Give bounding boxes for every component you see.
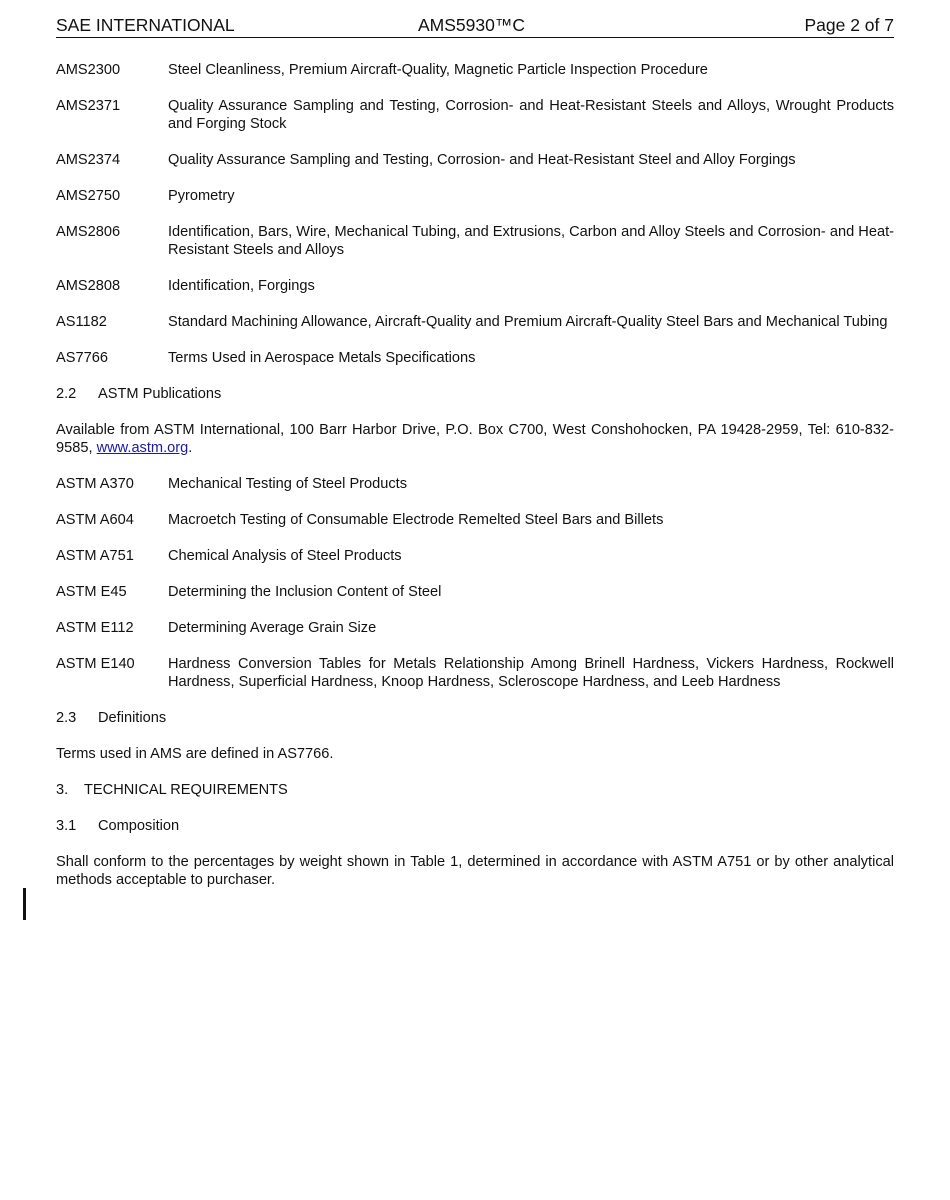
reference-item (56, 475, 894, 493)
section-number: 3. (56, 782, 69, 798)
reference-title: Quality Assurance Sampling and Testing, Corrosion- and Heat-Resistant Steel and Alloy Forgings (168, 152, 796, 168)
reference-code: ASTM E112 (56, 620, 134, 636)
reference-title: Hardness Conversion Tables for Metals Relationship Among Brinell Hardness, Vickers Hardness, Rockwell Hardness, Superficial Hardness, Knoop Hardness, Scleroscope Hardness, and Leeb Hardness (168, 656, 894, 690)
reference-item (56, 655, 894, 691)
composition-paragraph: Shall conform to the percentages by weight shown in Table 1, determined in accordance with ASTM A751 or by other analytical methods acceptable to purchaser. (56, 854, 894, 888)
reference-item (56, 547, 894, 565)
reference-title: Identification, Bars, Wire, Mechanical Tubing, and Extrusions, Carbon and Alloy Steels and Corrosion- and Heat-Resistant Steels and Alloys (168, 224, 894, 258)
section-heading-2-3 (56, 709, 894, 727)
reference-code: ASTM E45 (56, 584, 127, 600)
reference-code: AMS2371 (56, 98, 121, 114)
reference-title: Mechanical Testing of Steel Products (168, 476, 408, 492)
astm-website-link[interactable]: www.astm.org (96, 440, 189, 456)
reference-title: Chemical Analysis of Steel Products (168, 548, 402, 564)
reference-item (56, 97, 894, 133)
reference-code: ASTM A370 (56, 476, 134, 492)
section-number: 2.3 (56, 710, 77, 726)
reference-title: Quality Assurance Sampling and Testing, Corrosion- and Heat-Resistant Steels and Alloys, Wrought Products and Forging Stock (168, 98, 894, 132)
reference-item (56, 349, 894, 367)
reference-code: AMS2806 (56, 224, 121, 240)
reference-code: AMS2750 (56, 188, 121, 204)
section-title: Definitions (98, 710, 167, 726)
revision-change-bar (23, 888, 26, 920)
reference-code: ASTM A604 (56, 512, 134, 528)
astm-availability-paragraph (56, 421, 894, 457)
definitions-paragraph: Terms used in AMS are defined in AS7766. (56, 746, 334, 762)
reference-title: Standard Machining Allowance, Aircraft-Quality and Premium Aircraft-Quality Steel Bars and Mechanical Tubing (168, 314, 888, 330)
reference-item (56, 619, 894, 637)
reference-title: Identification, Forgings (168, 278, 315, 294)
document-page (56, 14, 894, 907)
reference-code: AMS2808 (56, 278, 121, 294)
page-header (56, 14, 894, 38)
reference-title: Steel Cleanliness, Premium Aircraft-Quality, Magnetic Particle Inspection Procedure (168, 62, 708, 78)
reference-code: AMS2374 (56, 152, 121, 168)
reference-title: Determining the Inclusion Content of Steel (168, 584, 442, 600)
reference-item (56, 151, 894, 169)
reference-code: AMS2300 (56, 62, 121, 78)
section-number: 2.2 (56, 386, 77, 402)
section-heading-2-2 (56, 385, 894, 403)
reference-item (56, 277, 894, 295)
reference-code: AS1182 (56, 314, 107, 330)
reference-title: Determining Average Grain Size (168, 620, 377, 636)
reference-item (56, 61, 894, 79)
reference-item (56, 313, 894, 331)
reference-title: Macroetch Testing of Consumable Electrode Remelted Steel Bars and Billets (168, 512, 664, 528)
reference-item (56, 223, 894, 259)
availability-text: Available from ASTM International, 100 Barr Harbor Drive, P.O. Box C700, West Conshohocken, PA 19428-2959, Tel: 610-832-9585, (56, 422, 894, 456)
reference-title: Pyrometry (168, 188, 235, 204)
section-heading-3-1 (56, 817, 894, 835)
section-title: Composition (98, 818, 180, 834)
reference-item (56, 583, 894, 601)
reference-code: ASTM E140 (56, 656, 135, 672)
reference-item (56, 511, 894, 529)
header-organization: SAE INTERNATIONAL (56, 15, 235, 35)
availability-trailing: . (188, 440, 193, 456)
header-document-id: AMS5930™C (418, 15, 525, 35)
section-title: TECHNICAL REQUIREMENTS (84, 782, 288, 798)
reference-item (56, 187, 894, 205)
reference-code: AS7766 (56, 350, 108, 366)
reference-title: Terms Used in Aerospace Metals Specifications (168, 350, 476, 366)
section-heading-3 (56, 781, 894, 799)
section-number: 3.1 (56, 818, 77, 834)
reference-code: ASTM A751 (56, 548, 134, 564)
header-page-number: Page 2 of 7 (804, 15, 894, 35)
document-body (56, 61, 894, 889)
section-title: ASTM Publications (98, 386, 222, 402)
